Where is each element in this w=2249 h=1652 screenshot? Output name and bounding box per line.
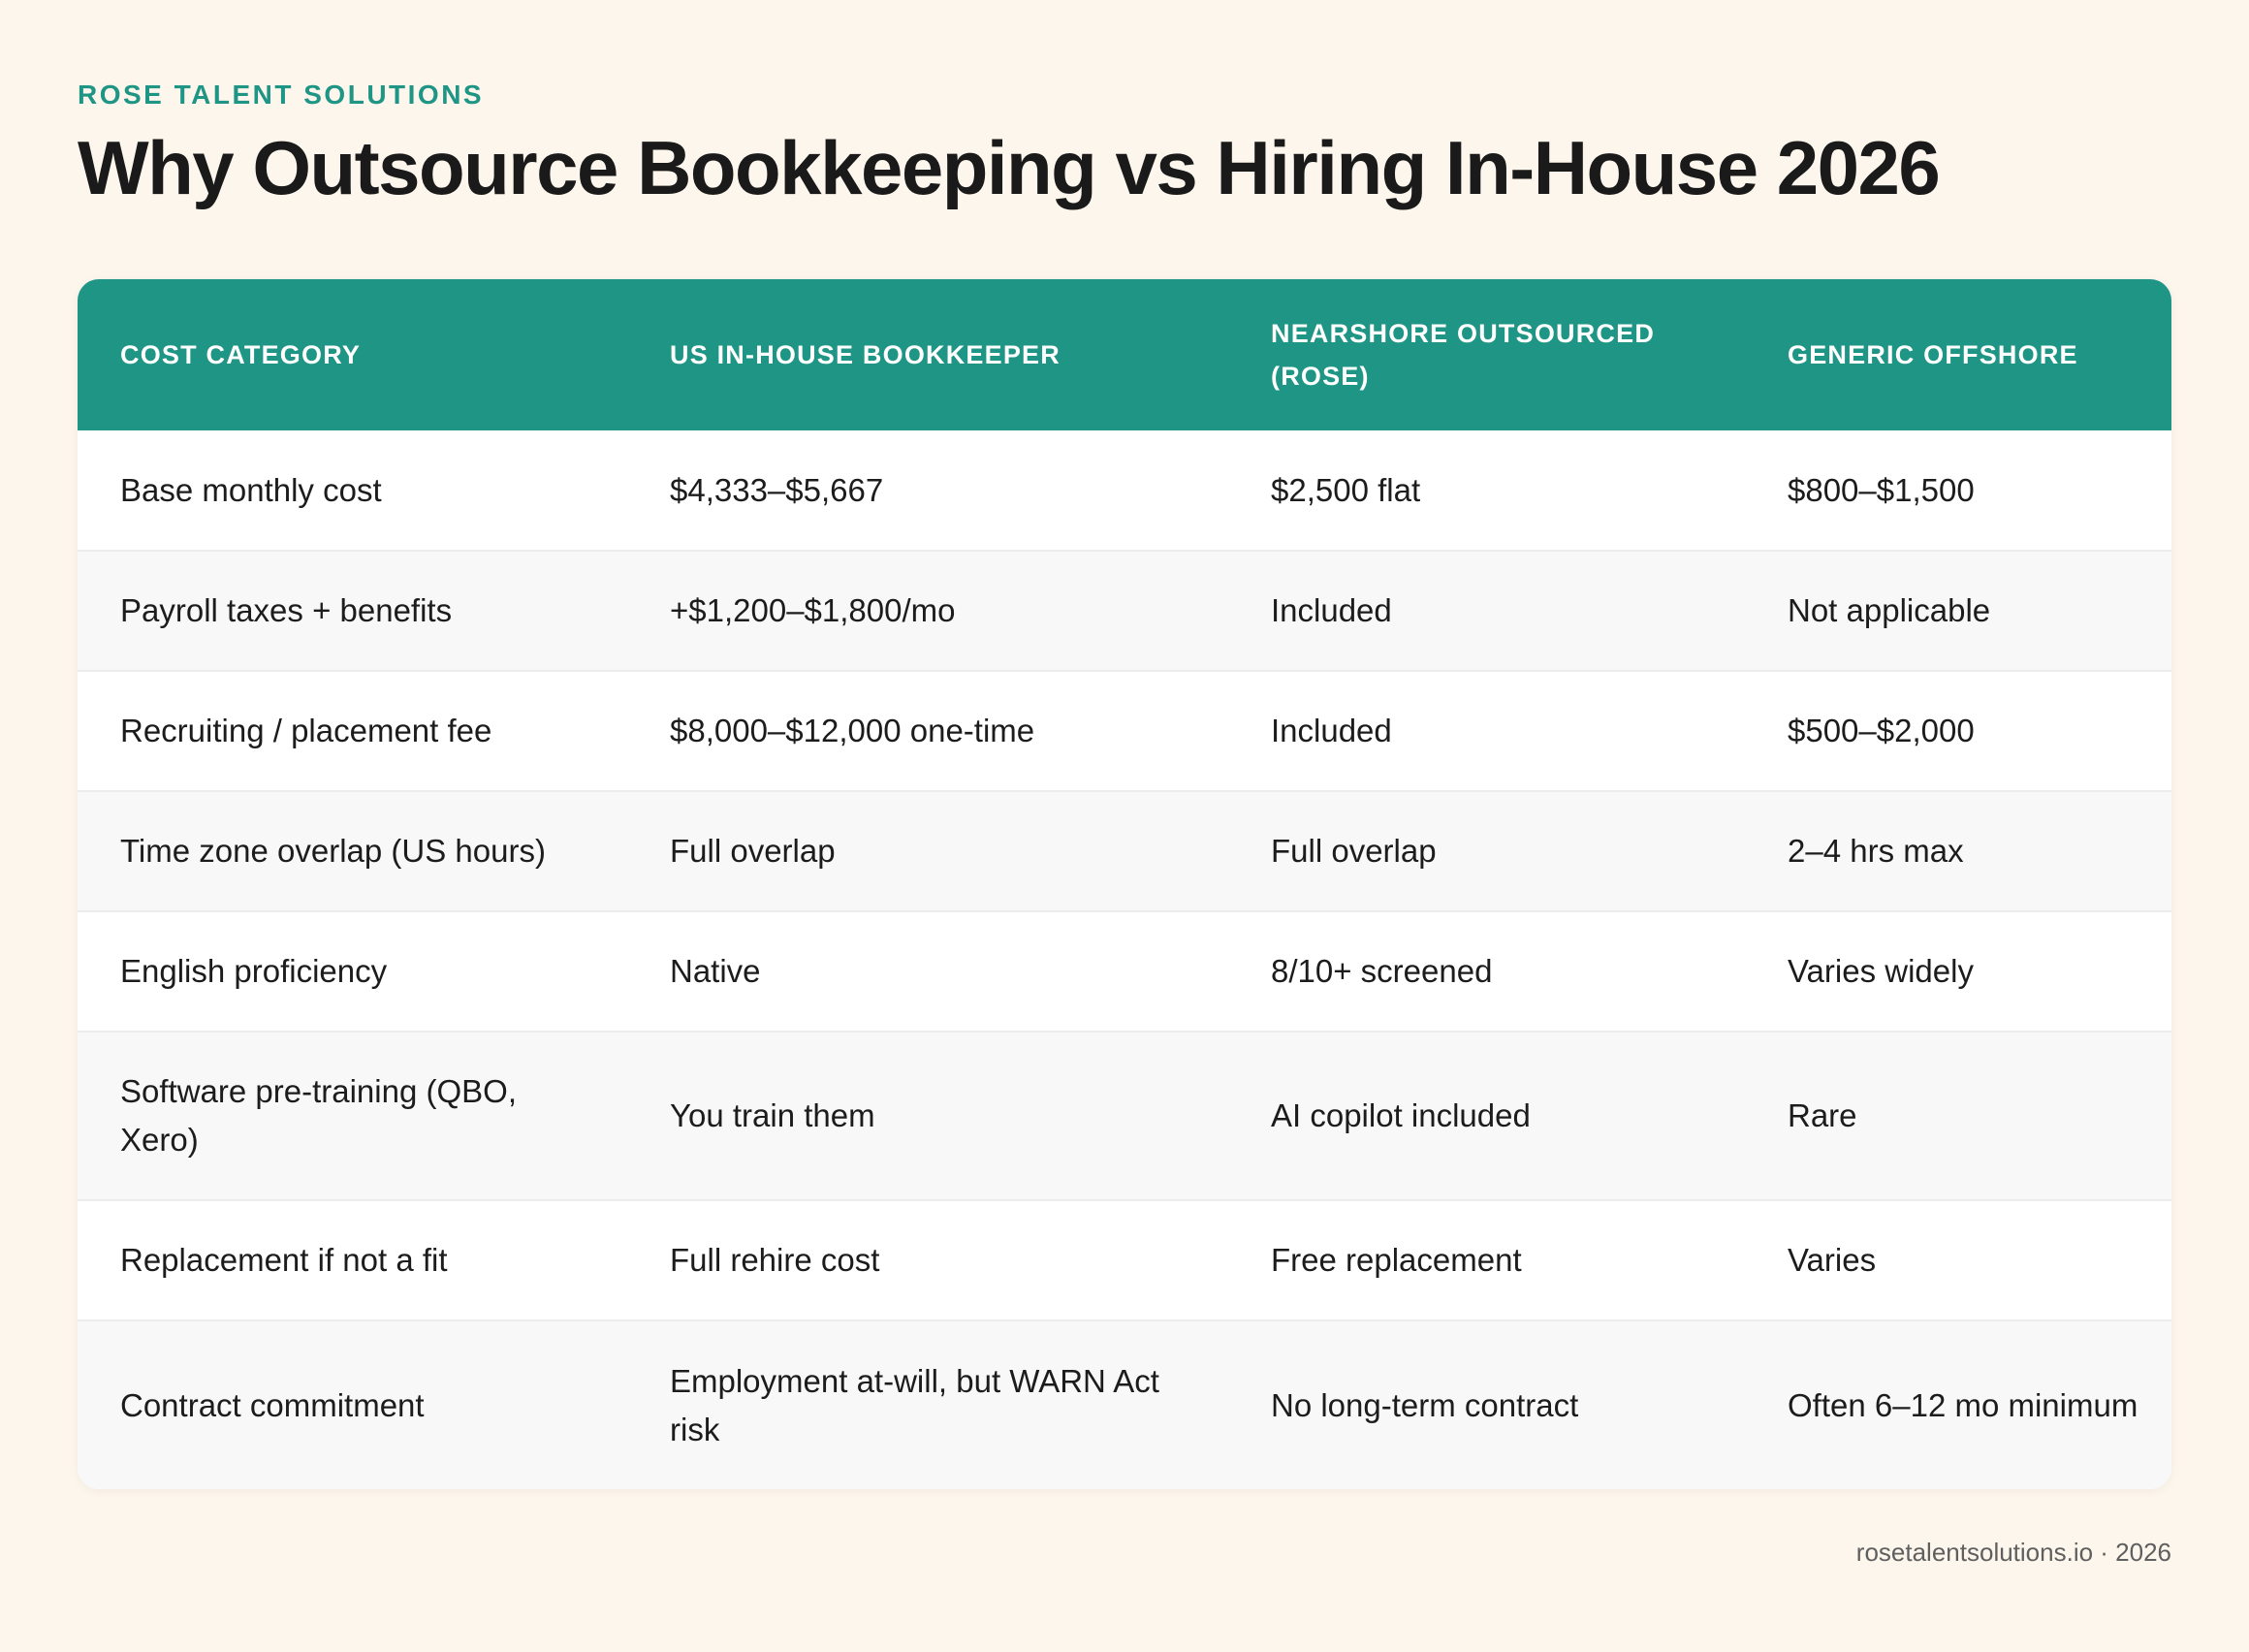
cell-us-in-house: Full overlap <box>627 791 1228 911</box>
cell-nearshore: AI copilot included <box>1228 1032 1745 1200</box>
cell-nearshore: No long-term contract <box>1228 1320 1745 1489</box>
table-row <box>78 430 2171 551</box>
cell-nearshore: Full overlap <box>1228 791 1745 911</box>
cell-nearshore: $2,500 flat <box>1271 471 1421 508</box>
table-row <box>78 791 2171 911</box>
cell-us-in-house: +$1,200–$1,800/mo <box>627 551 1228 671</box>
cell-category: Recruiting / placement fee <box>78 671 627 791</box>
cell-category: Payroll taxes + benefits <box>78 551 627 671</box>
cell-us-in-house: Full rehire cost <box>627 1200 1228 1320</box>
cell-nearshore: Included <box>1228 671 1745 791</box>
cell-us-in-house: Native <box>627 911 1228 1032</box>
cell-nearshore: 8/10+ screened <box>1228 911 1745 1032</box>
comparison-table-card <box>78 279 2171 1489</box>
table-header-row <box>78 279 2171 430</box>
table-row <box>78 1032 2171 1200</box>
cell-us-in-house: $4,333–$5,667 <box>670 471 884 508</box>
table-row <box>78 1200 2171 1320</box>
cell-category: Base monthly cost <box>120 471 382 508</box>
cell-offshore: $800–$1,500 <box>1788 471 1975 508</box>
cell-category: Contract commitment <box>78 1320 627 1489</box>
cell-us-in-house: $8,000–$12,000 one-time <box>627 671 1228 791</box>
cell-offshore: Varies <box>1745 1200 2171 1320</box>
brand-label: ROSE TALENT SOLUTIONS <box>78 79 485 110</box>
cell-offshore: Rare <box>1745 1032 2171 1200</box>
cell-category: Software pre-training (QBO, Xero) <box>78 1032 627 1200</box>
table-row <box>78 671 2171 791</box>
page-title: Why Outsource Bookkeeping vs Hiring In-House 2026 <box>78 125 1940 210</box>
comparison-table <box>78 279 2171 1489</box>
cell-offshore: 2–4 hrs max <box>1745 791 2171 911</box>
cell-category: Time zone overlap (US hours) <box>78 791 627 911</box>
cell-category: English proficiency <box>78 911 627 1032</box>
cell-offshore: Varies widely <box>1745 911 2171 1032</box>
footer-credit: rosetalentsolutions.io · 2026 <box>1855 1538 2171 1567</box>
cell-offshore: $500–$2,000 <box>1745 671 2171 791</box>
table-row <box>78 1320 2171 1489</box>
cell-offshore: Not applicable <box>1745 551 2171 671</box>
header-cost-category: COST CATEGORY <box>120 340 362 369</box>
cell-nearshore: Free replacement <box>1228 1200 1745 1320</box>
cell-us-in-house: Employment at-will, but WARN Act risk <box>627 1320 1228 1489</box>
table-row <box>78 911 2171 1032</box>
header-nearshore-outsourced: NEARSHORE OUTSOURCED (ROSE) <box>1271 319 1656 391</box>
header-generic-offshore: GENERIC OFFSHORE <box>1788 340 2078 369</box>
cell-us-in-house: You train them <box>627 1032 1228 1200</box>
table-row <box>78 551 2171 671</box>
cell-offshore: Often 6–12 mo minimum <box>1745 1320 2171 1489</box>
cell-nearshore: Included <box>1228 551 1745 671</box>
cell-category: Replacement if not a fit <box>78 1200 627 1320</box>
header-us-in-house: US IN-HOUSE BOOKKEEPER <box>670 340 1061 369</box>
